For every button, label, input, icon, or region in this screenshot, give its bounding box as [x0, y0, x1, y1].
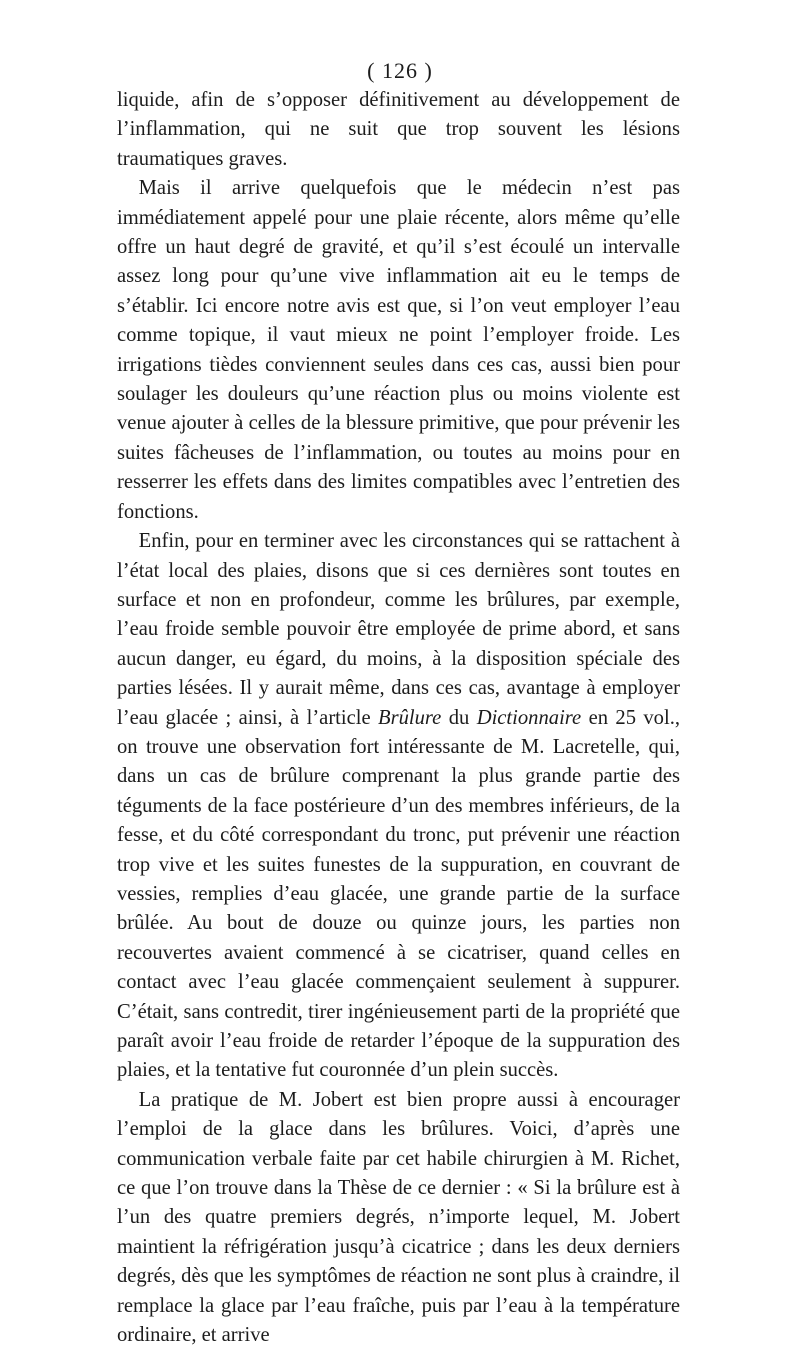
paragraph-2: Mais il arrive quelquefois que le médecin n’est pas immédiatement appelé pour une plaie récente, alors même qu’elle offre un haut degré de gravité, et qu’il s’est écoulé un intervalle assez long pour qu’une vive inflammation ait eu le temps de s’établir. Ici encore notre avis est que, si l’on veut employer l’eau comme topique, il vaut mieux ne point l’employer froide. Les irrigations tièdes conviennent seules dans ces cas, aussi bien pour soulager les douleurs qu’une réaction plus ou moins violente est venue ajouter à celles de la blessure primitive, que pour prévenir les suites fâcheuses de l’inflammation, ou toutes au moins pour en resserrer les effets dans des limites compatibles avec l’entretien des fonctions.: [117, 177, 680, 523]
page-number: ( 126 ): [367, 58, 433, 83]
body-text: [117, 86, 680, 1350]
paragraph-1: liquide, afin de s’opposer définitivement au développement de l’inflammation, qui ne suit que trop souvent les lésions traumatiques graves.: [117, 89, 680, 170]
paragraph-3-text: Enfin, pour en terminer avec les circonstances qui se rattachent à l’état local des plaies, disons que si ces dernières sont toutes en surface et non en profondeur, comme les brûlures, par exemple, l’eau froide semble pouvoir être employée de prime abord, et sans aucun danger, eu égard, du moins, à la disposition spéciale des parties lésées. Il y aurait même, dans ces cas, avantage à employer l’eau glacée ; ainsi, à l’article: [117, 530, 680, 729]
paragraph-3-text: en 25 vol., on trouve une observation fort intéressante de M. Lacretelle, qui, dans un cas de brûlure comprenant la plus grande partie des téguments de la face postérieure d’un des membres inférieurs, de la fesse, et du côté correspondant du tronc, put prévenir une réaction trop vive et les suites funestes de la suppuration, en couvrant de vessies, remplies d’eau glacée, une grande partie de la surface brûlée. Au bout de douze ou quinze jours, les parties non recouvertes avaient commencé à se cicatriser, quand celles en contact avec l’eau glacée commençaient seulement à suppurer. C’était, sans contredit, tirer ingénieusement parti de la propriété que paraît avoir l’eau froide de retarder l’époque de la suppuration des plaies, et la tentative fut couronnée d’un plein succès.: [117, 706, 681, 1082]
paragraph-3: [117, 527, 680, 1086]
paragraph-4: La pratique de M. Jobert est bien propre aussi à encourager l’emploi de la glace dans les brûlures. Voici, d’après une communication verbale faite par cet habile chirurgien à M. Richet, ce que l’on trouve dans la Thèse de ce dernier : « Si la brûlure est à l’un des quatre premiers degrés, n’importe lequel, M. Jobert maintient la réfrigération jusqu’à cicatrice ; dans les deux derniers degrés, dès que les symptômes de réaction ne sont plus à craindre, il remplace la glace par l’eau fraîche, puis par l’eau à la température ordinaire, et arrive: [117, 1088, 680, 1347]
italic-brulure: Brûlure: [378, 706, 442, 729]
italic-dictionnaire: Dictionnaire: [476, 706, 582, 729]
paragraph-3-text: du: [441, 706, 477, 729]
